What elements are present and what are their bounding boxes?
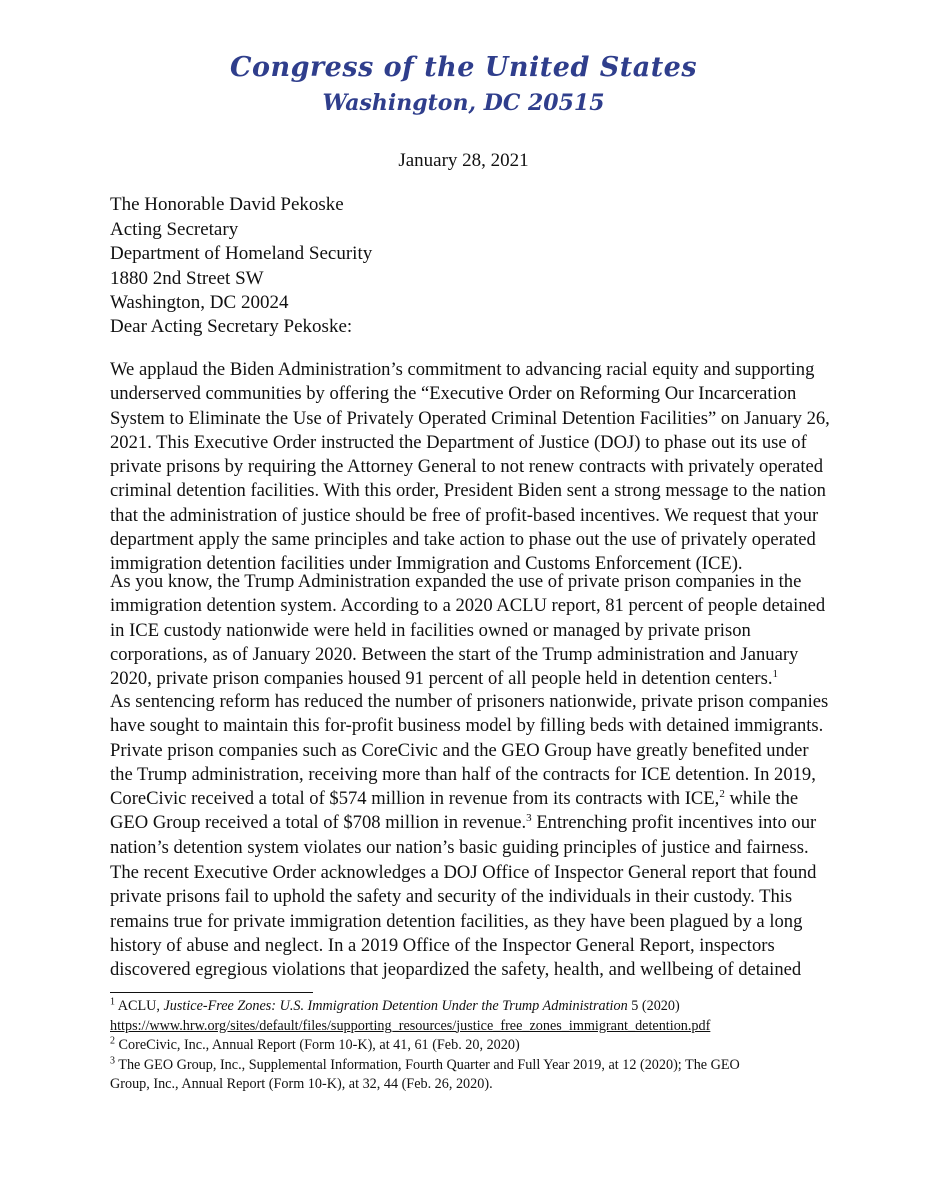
salutation: Dear Acting Secretary Pekoske: <box>110 316 353 337</box>
footnote-mark-3: 3 <box>110 1055 115 1067</box>
footnote-link[interactable]: https://www.hrw.org/sites/default/files/supporting_resources/justice_free_zones_immigrant_detention.pdf <box>110 1017 711 1034</box>
footnote-divider <box>110 992 313 993</box>
paragraph-line: that the administration of justice should be free of profit-based incentives. We request that your <box>110 504 819 526</box>
paragraph-line <box>110 787 830 811</box>
footnote-3-cont: Group, Inc., Annual Report (Form 10-K), at 32, 44 (Feb. 26, 2020). <box>110 1076 493 1093</box>
paragraph-line: underserved communities by offering the “Executive Order on Reforming Our Incarceration <box>110 383 797 405</box>
letter-date: January 28, 2021 <box>398 150 529 171</box>
footnote-text: The GEO Group, Inc., Supplemental Information, Fourth Quarter and Full Year 2019, at 12 (2020); The GEO <box>118 1056 740 1073</box>
paragraph-line: private prisons fail to uphold the safety and security of the individuals in their custody. This <box>110 886 793 908</box>
paragraph-text: while the <box>724 788 799 810</box>
footnote-text: 5 (2020) <box>627 998 680 1014</box>
recipient-city: Washington, DC 20024 <box>110 292 289 313</box>
footnote-text: CoreCivic, Inc., Annual Report (Form 10-K), at 41, 61 (Feb. 20, 2020) <box>118 1037 520 1054</box>
footnotes <box>110 997 740 1095</box>
recipient-address <box>110 193 372 316</box>
paragraph-4 <box>110 861 830 982</box>
paragraph-line: discovered egregious violations that jeopardized the safety, health, and wellbeing of detained <box>110 959 802 981</box>
recipient-department: Department of Homeland Security <box>110 243 373 264</box>
paragraph-line: As sentencing reform has reduced the number of prisoners nationwide, private prison companies <box>110 691 829 712</box>
paragraph-line: corporations, as of January 2020. Between the start of the Trump administration and January <box>110 643 799 665</box>
paragraph-2 <box>110 570 830 691</box>
paragraph-line <box>110 667 830 691</box>
footnote-mark-2: 2 <box>110 1035 115 1047</box>
footnote-ref-1[interactable]: 1 <box>772 668 778 680</box>
footnote-citation-title: Justice-Free Zones: U.S. Immigration Detention Under the Trump Administration <box>163 998 628 1014</box>
paragraph-line: immigration detention system. According to a 2020 ACLU report, 81 percent of people detained <box>110 595 826 617</box>
recipient-title: Acting Secretary <box>110 218 239 240</box>
paragraph-text: CoreCivic received a total of $574 million in revenue from its contracts with ICE, <box>110 788 720 810</box>
footnote-3 <box>110 1056 740 1076</box>
paragraph-line: remains true for private immigration detention facilities, as they have been plagued by a long <box>110 910 803 932</box>
footnote-ref-3[interactable]: 3 <box>526 812 532 825</box>
paragraph-line: nation’s detention system violates our nation’s basic guiding principles of justice and fairness. <box>110 836 809 858</box>
letterhead-subtitle: Washington, DC 20515 <box>322 90 605 116</box>
footnote-1-url <box>110 1017 740 1037</box>
paragraph-line: history of abuse and neglect. In a 2019 Office of the Inspector General Report, inspectors <box>110 934 775 956</box>
footnote-ref-2[interactable]: 2 <box>719 788 725 800</box>
footnote-text: ACLU, <box>117 998 164 1014</box>
paragraph-line: As you know, the Trump Administration expanded the use of private prison companies in the <box>110 571 802 592</box>
footnote-2 <box>110 1036 740 1056</box>
letterhead-title: Congress of the United States <box>229 52 698 83</box>
paragraph-line: We applaud the Biden Administration’s commitment to advancing racial equity and supporting <box>110 359 815 380</box>
paragraph-line: private prisons by requiring the Attorney General to not renew contracts with privately operated <box>110 456 824 478</box>
paragraph-line: The recent Executive Order acknowledges a DOJ Office of Inspector General report that found <box>110 862 817 883</box>
recipient-name: The Honorable David Pekoske <box>110 194 344 215</box>
paragraph-text: GEO Group received a total of $708 million in revenue. <box>110 812 527 834</box>
paragraph-line: 2021. This Executive Order instructed the Department of Justice (DOJ) to phase out its use of <box>110 431 807 453</box>
footnote-1 <box>110 997 740 1017</box>
paragraph-text: Entrenching profit incentives into our <box>531 812 817 834</box>
paragraph-line <box>110 811 830 835</box>
paragraph-line: Private prison companies such as CoreCivic and the GEO Group have greatly benefited under <box>110 739 809 761</box>
footnote-mark-1: 1 <box>110 996 115 1008</box>
paragraph-line: the Trump administration, receiving more than half of the contracts for ICE detention. In 2019, <box>110 763 816 785</box>
paragraph-line: criminal detention facilities. With this order, President Biden sent a strong message to the nation <box>110 480 826 502</box>
paragraph-3 <box>110 690 830 860</box>
paragraph-line: immigration detention facilities under Immigration and Customs Enforcement (ICE). <box>110 553 743 575</box>
recipient-street: 1880 2nd Street SW <box>110 267 264 289</box>
paragraph-line: System to Eliminate the Use of Privately Operated Criminal Detention Facilities” on January 26, <box>110 407 830 429</box>
paragraph-line: in ICE custody nationwide were held in facilities owned or managed by private prison <box>110 619 751 641</box>
paragraph-text: 2020, private prison companies housed 91 percent of all people held in detention centers. <box>110 668 773 690</box>
paragraph-line: have sought to maintain this for-profit business model by filling beds with detained immigrants. <box>110 715 824 737</box>
paragraph-line: department apply the same principles and take action to phase out the use of privately operated <box>110 529 816 551</box>
paragraph-1 <box>110 358 830 577</box>
